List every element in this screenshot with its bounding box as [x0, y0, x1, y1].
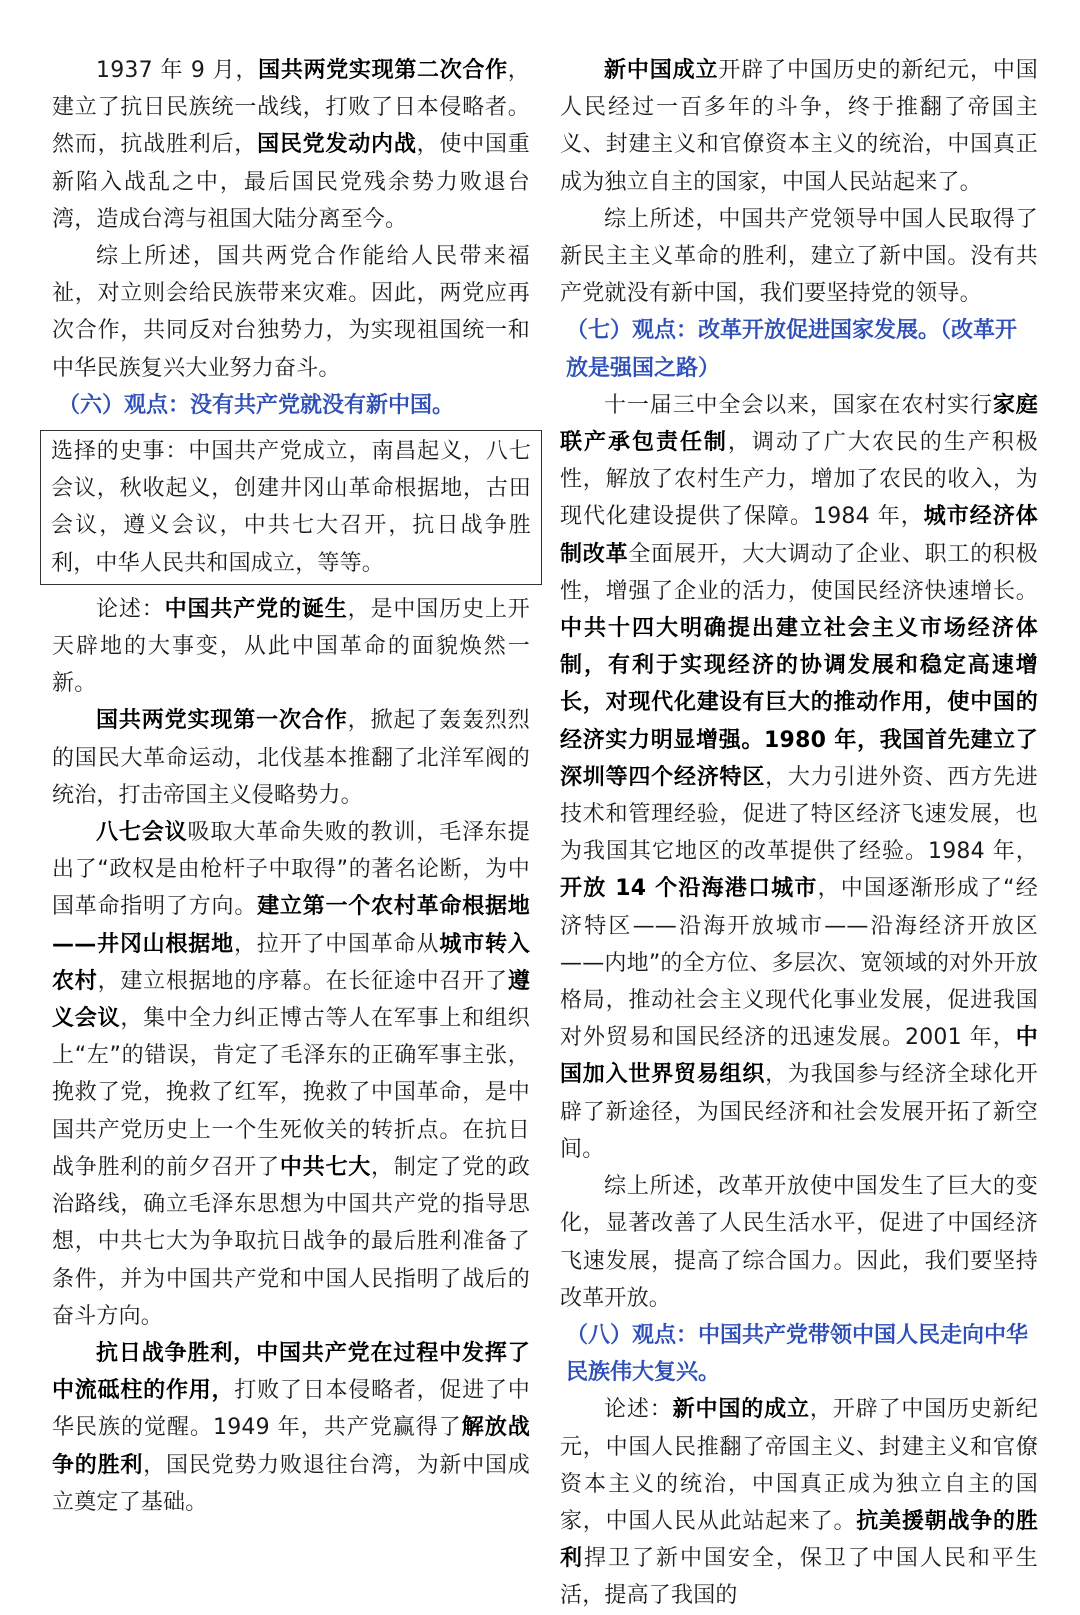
bold-text: 中共七大 — [279, 1154, 372, 1180]
text: ，使中国重新陷入战乱之中，最后国民党残余势力败退台湾，造成台湾与祖国大陆分离至今。 — [52, 132, 530, 232]
text: ，掀起了轰轰烈烈的国民大革命运动，北伐基本推翻了北洋军阀的统治，打击帝国主义侵略势力。 — [52, 708, 530, 808]
bold-text: 中国共产党的诞生 — [164, 596, 348, 622]
text: 开辟了中国历史的新纪元，中国人民经过一百多年的斗争，终于推翻了帝国主义、封建主义和官僚资本主义的统治，中国真正成为独立自主的国家，中国人民站起来了。 — [560, 58, 1038, 195]
section-heading-6: （六）观点：没有共产党就没有新中国。 — [58, 392, 455, 418]
bold-text: 新中国成立 — [604, 58, 719, 83]
paragraph-cpc-birth — [52, 591, 530, 703]
bold-text: 抗美援朝战争的胜利 — [560, 1508, 1038, 1572]
text: ，中国逐渐形成了“经济特区——沿海开放城市——沿海经济开放区——内地”的全方位、多层次、宽领域的对外开放格局，推动社会主义现代化事业发展，促进我国对外贸易和国民经济的迅速发展。2001 年， — [560, 876, 1038, 1051]
paragraph-summary-cooperation: 综上所述，国共两党合作能给人民带来福祉，对立则会给民族带来灾难。因此，两党应再次合作，共同反对台独势力，为实现祖国统一和中华民族复兴大业努力奋斗。 — [52, 244, 530, 381]
text: 十一届三中全会以来，国家在农村实行 — [604, 392, 993, 418]
bold-text: 国共两党实现第一次合作 — [96, 708, 348, 734]
bold-text: 城市转入农村 — [52, 931, 530, 994]
paragraph-first-cooperation — [52, 702, 530, 814]
bold-text: 抗日战争胜利，中国共产党在过程中发挥了中流砥柱的作用， — [52, 1340, 530, 1404]
text: ，调动了广大农民的生产积极性，解放了农村生产力，增加了农民的收入，为现代化建设提供了保障。1984 年， — [560, 430, 1038, 530]
text: 打败了日本侵略者，促进了中华民族的觉醒。1949 年，共产党赢得了 — [52, 1378, 530, 1441]
selected-events-text: 选择的史事：中国共产党成立，南昌起义，八七会议，秋收起义，创建井冈山革命根据地，古田会议，遵义会议，中共七大召开，抗日战争胜利，中华人民共和国成立，等等。 — [51, 439, 531, 576]
text: ，制定了党的政治路线，确立毛泽东思想为中国共产党的指导思想，中共七大为争取抗日战争的最后胜利准备了条件，并为中国共产党和中国人民指明了战后的奋斗方向。 — [52, 1154, 530, 1329]
text: 1937 年 9 月， — [96, 58, 259, 83]
bold-text: 建立第一个农村革命根据地——井冈山根据地 — [52, 894, 530, 957]
text: 论述： — [96, 596, 165, 622]
selected-events-box — [40, 430, 542, 585]
bold-text: 城市经济体制改革 — [560, 504, 1038, 567]
text: ，大力引进外资、西方先进技术和管理经验，促进了特区经济飞速发展，也为我国其它地区的改革提供了经验。1984 年， — [560, 764, 1038, 865]
text: ，建立根据地的序幕。在长征途中召开了 — [97, 968, 508, 994]
text: ，开辟了中国历史新纪元，中国人民推翻了帝国主义、封建主义和官僚资本主义的统治，中国真正成为独立自主的国家，中国人民从此站起来了。 — [560, 1397, 1038, 1534]
text: ，集中全力纠正博古等人在军事上和组织上“左”的错误，肯定了毛泽东的正确军事主张，挽救了党，挽救了红军，挽救了中国革命，是中国共产党历史上一个生死攸关的转折点。在抗日战争胜利的前夕召开了 — [52, 1006, 530, 1180]
text: ，为我国参与经济全球化开辟了新途径，为国民经济和社会发展开拓了新空间。 — [560, 1062, 1038, 1162]
text: ，建立了抗日民族统一战线，打败了日本侵略者。然而，抗战胜利后， — [52, 58, 530, 158]
text: 论述： — [604, 1397, 673, 1423]
text: 捍卫了新中国安全，保卫了中国人民和平生活，提高了我国的 — [560, 1546, 1038, 1609]
bold-text: 国民党发动内战 — [257, 132, 417, 158]
section-heading-8: （八）观点：中国共产党带领中国人民走向中华民族伟大复兴。 — [566, 1322, 1029, 1386]
bold-text: 遵义会议 — [52, 968, 531, 1032]
paragraph-august7-meeting — [52, 814, 530, 1335]
paragraph-summary-new-china: 综上所述，中国共产党领导中国人民取得了新民主主义革命的胜利，建立了新中国。没有共产党就没有新中国，我们要坚持党的领导。 — [560, 206, 1038, 307]
text: ，国民党势力败退往台湾，为新中国成立奠定了基础。 — [52, 1452, 530, 1515]
text: ，拉开了中国革命从 — [233, 931, 440, 957]
left-column — [52, 52, 530, 1521]
bold-text: 八七会议 — [96, 820, 188, 846]
bold-text: 解放战争的胜利 — [52, 1415, 530, 1478]
text: ，是中国历史上开天辟地的大事变，从此中国革命的面貌焕然一新。 — [52, 596, 530, 697]
bold-text: 中共十四大明确提出建立社会主义市场经济体制，有利于实现经济的协调发展和稳定高速增长，对现代化建设有巨大的推动作用，使中国的经济实力明显增强。1980 年，我国首先建立了深圳等四个经济特区 — [560, 616, 1038, 790]
bold-text: 开放 14 个沿海港口城市 — [560, 876, 818, 902]
paragraph-second-cooperation — [52, 52, 530, 238]
text: 全面展开，大大调动了企业、职工的积极性，增强了企业的活力，使国民经济快速增长。 — [560, 541, 1038, 604]
bold-text: 中国加入世界贸易组织 — [560, 1025, 1038, 1088]
right-column — [560, 52, 1038, 1615]
text: 吸取大革命失败的教训，毛泽东提出了“政权是由枪杆子中取得”的著名论断，为中国革命指明了方向。 — [52, 820, 530, 920]
paragraph-summary-reform: 综上所述，改革开放使中国发生了巨大的变化，显著改善了人民生活水平，促进了中国经济飞速发展，提高了综合国力。因此，我们要坚持改革开放。 — [560, 1174, 1038, 1311]
paragraph-anti-japanese-victory — [52, 1335, 530, 1521]
section-heading-7: （七）观点：改革开放促进国家发展。（改革开放是强国之路） — [566, 318, 1018, 381]
bold-text: 新中国的成立 — [672, 1397, 810, 1423]
paragraph-rejuvenation — [560, 1391, 1038, 1614]
paragraph-new-china — [560, 52, 1038, 201]
paragraph-reform-opening — [560, 387, 1038, 1168]
bold-text: 国共两党实现第二次合作 — [258, 58, 508, 83]
bold-text: 家庭联产承包责任制 — [560, 392, 1038, 456]
